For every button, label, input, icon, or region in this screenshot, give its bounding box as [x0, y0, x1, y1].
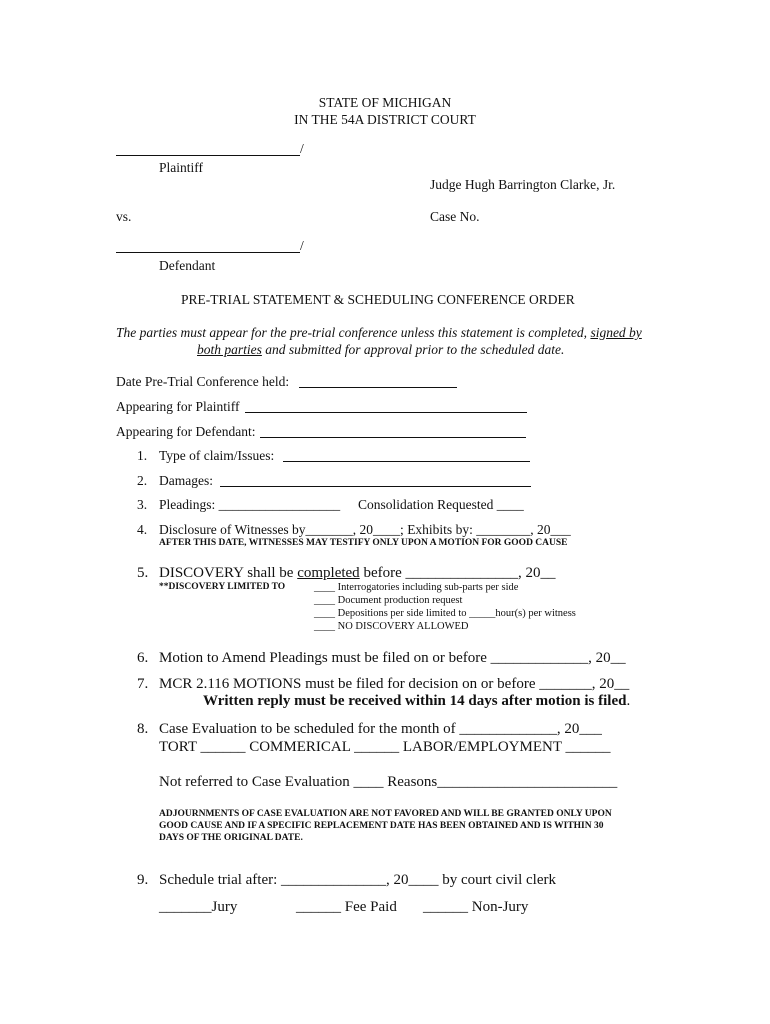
state-heading: STATE OF MICHIGAN	[318, 95, 452, 110]
amend-pleadings-label: Motion to Amend Pleadings must be filed on or before _____________, 20__	[159, 650, 626, 666]
appearing-defendant-label: Appearing for Defendant:	[116, 424, 256, 439]
judge-name: Judge Hugh Barrington Clarke, Jr.	[430, 177, 616, 192]
item-4-number: 4.	[137, 522, 148, 537]
court-heading: IN THE 54A DISTRICT COURT	[294, 112, 476, 127]
item-5-number: 5.	[137, 565, 149, 581]
item-7-number: 7.	[137, 676, 149, 692]
pleadings-label: Pleadings: __________________	[159, 497, 341, 512]
discovery-option-depositions: ____ Depositions per side limited to _____hour(s) per witness	[314, 608, 576, 619]
written-reply-notice: Written reply must be received within 14 days after motion is filed.	[203, 693, 631, 709]
schedule-trial-label: Schedule trial after: ______________, 20____ by court civil clerk	[159, 872, 556, 888]
item-6-number: 6.	[137, 650, 149, 666]
case-type-options: TORT ______ COMMERICAL ______ LABOR/EMPLOYMENT ______	[159, 739, 611, 755]
item-3-number: 3.	[137, 497, 148, 512]
item-8-number: 8.	[137, 721, 149, 737]
mcr-motions-label: MCR 2.116 MOTIONS must be filed for decision on or before _______, 20__	[159, 676, 630, 692]
plaintiff-slash: /	[300, 141, 304, 156]
plaintiff-line	[116, 155, 300, 156]
defendant-slash: /	[300, 238, 304, 253]
damages-line[interactable]	[220, 486, 531, 487]
discovery-label: DISCOVERY shall be completed before _______________, 20__	[159, 565, 556, 581]
adjournment-notice-line-1: ADJOURNMENTS OF CASE EVALUATION ARE NOT FAVORED AND WILL BE GRANTED ONLY UPON	[159, 809, 612, 819]
discovery-limited-label: **DISCOVERY LIMITED TO	[159, 582, 286, 592]
date-held-line[interactable]	[299, 387, 457, 388]
appearing-plaintiff-line[interactable]	[245, 412, 527, 413]
adjournment-notice-line-3: DAYS OF THE ORIGINAL DATE.	[159, 833, 303, 843]
signed-by-text: signed by	[590, 325, 642, 340]
defendant-line	[116, 252, 300, 253]
case-no-label: Case No.	[430, 209, 480, 224]
item-9-number: 9.	[137, 872, 149, 888]
discovery-option-interrogatories: ____ Interrogatories including sub-parts per side	[314, 582, 519, 593]
item-1-number: 1.	[137, 448, 148, 463]
non-jury-option: ______ Non-Jury	[423, 899, 529, 915]
disclosure-label: Disclosure of Witnesses by_______, 20____; Exhibits by: ________, 20___	[159, 522, 571, 537]
consolidation-label: Consolidation Requested ____	[358, 497, 524, 512]
instructions-line-1: The parties must appear for the pre-trial conference unless this statement is completed, signed by	[116, 325, 642, 340]
defendant-label: Defendant	[159, 258, 216, 273]
damages-label: Damages:	[159, 473, 213, 488]
completed-text: completed	[297, 565, 360, 581]
appearing-defendant-line[interactable]	[260, 437, 526, 438]
jury-option: _______Jury	[159, 899, 238, 915]
discovery-option-documents: ____ Document production request	[314, 595, 463, 606]
not-referred-label: Not referred to Case Evaluation ____ Reasons________________________	[159, 774, 618, 790]
discovery-option-none: ____ NO DISCOVERY ALLOWED	[314, 621, 469, 632]
claim-label: Type of claim/Issues:	[159, 448, 275, 463]
case-evaluation-label: Case Evaluation to be scheduled for the month of _____________, 20___	[159, 721, 602, 737]
after-date-notice: AFTER THIS DATE, WITNESSES MAY TESTIFY ONLY UPON A MOTION FOR GOOD CAUSE	[159, 538, 568, 548]
plaintiff-label: Plaintiff	[159, 160, 204, 175]
fee-paid-option: ______ Fee Paid	[296, 899, 397, 915]
form-title: PRE-TRIAL STATEMENT & SCHEDULING CONFERENCE ORDER	[181, 292, 575, 307]
vs-label: vs.	[116, 209, 132, 224]
appearing-plaintiff-label: Appearing for Plaintiff	[116, 399, 240, 414]
both-parties-text: both parties	[197, 342, 262, 357]
item-2-number: 2.	[137, 473, 148, 488]
instructions-line-2: both parties and submitted for approval prior to the scheduled date.	[197, 342, 565, 357]
adjournment-notice-line-2: GOOD CAUSE AND IF A SPECIFIC REPLACEMENT DATE HAS BEEN OBTAINED AND IS WITHIN 30	[159, 821, 604, 831]
date-held-label: Date Pre-Trial Conference held:	[116, 374, 290, 389]
claim-line[interactable]	[283, 461, 530, 462]
